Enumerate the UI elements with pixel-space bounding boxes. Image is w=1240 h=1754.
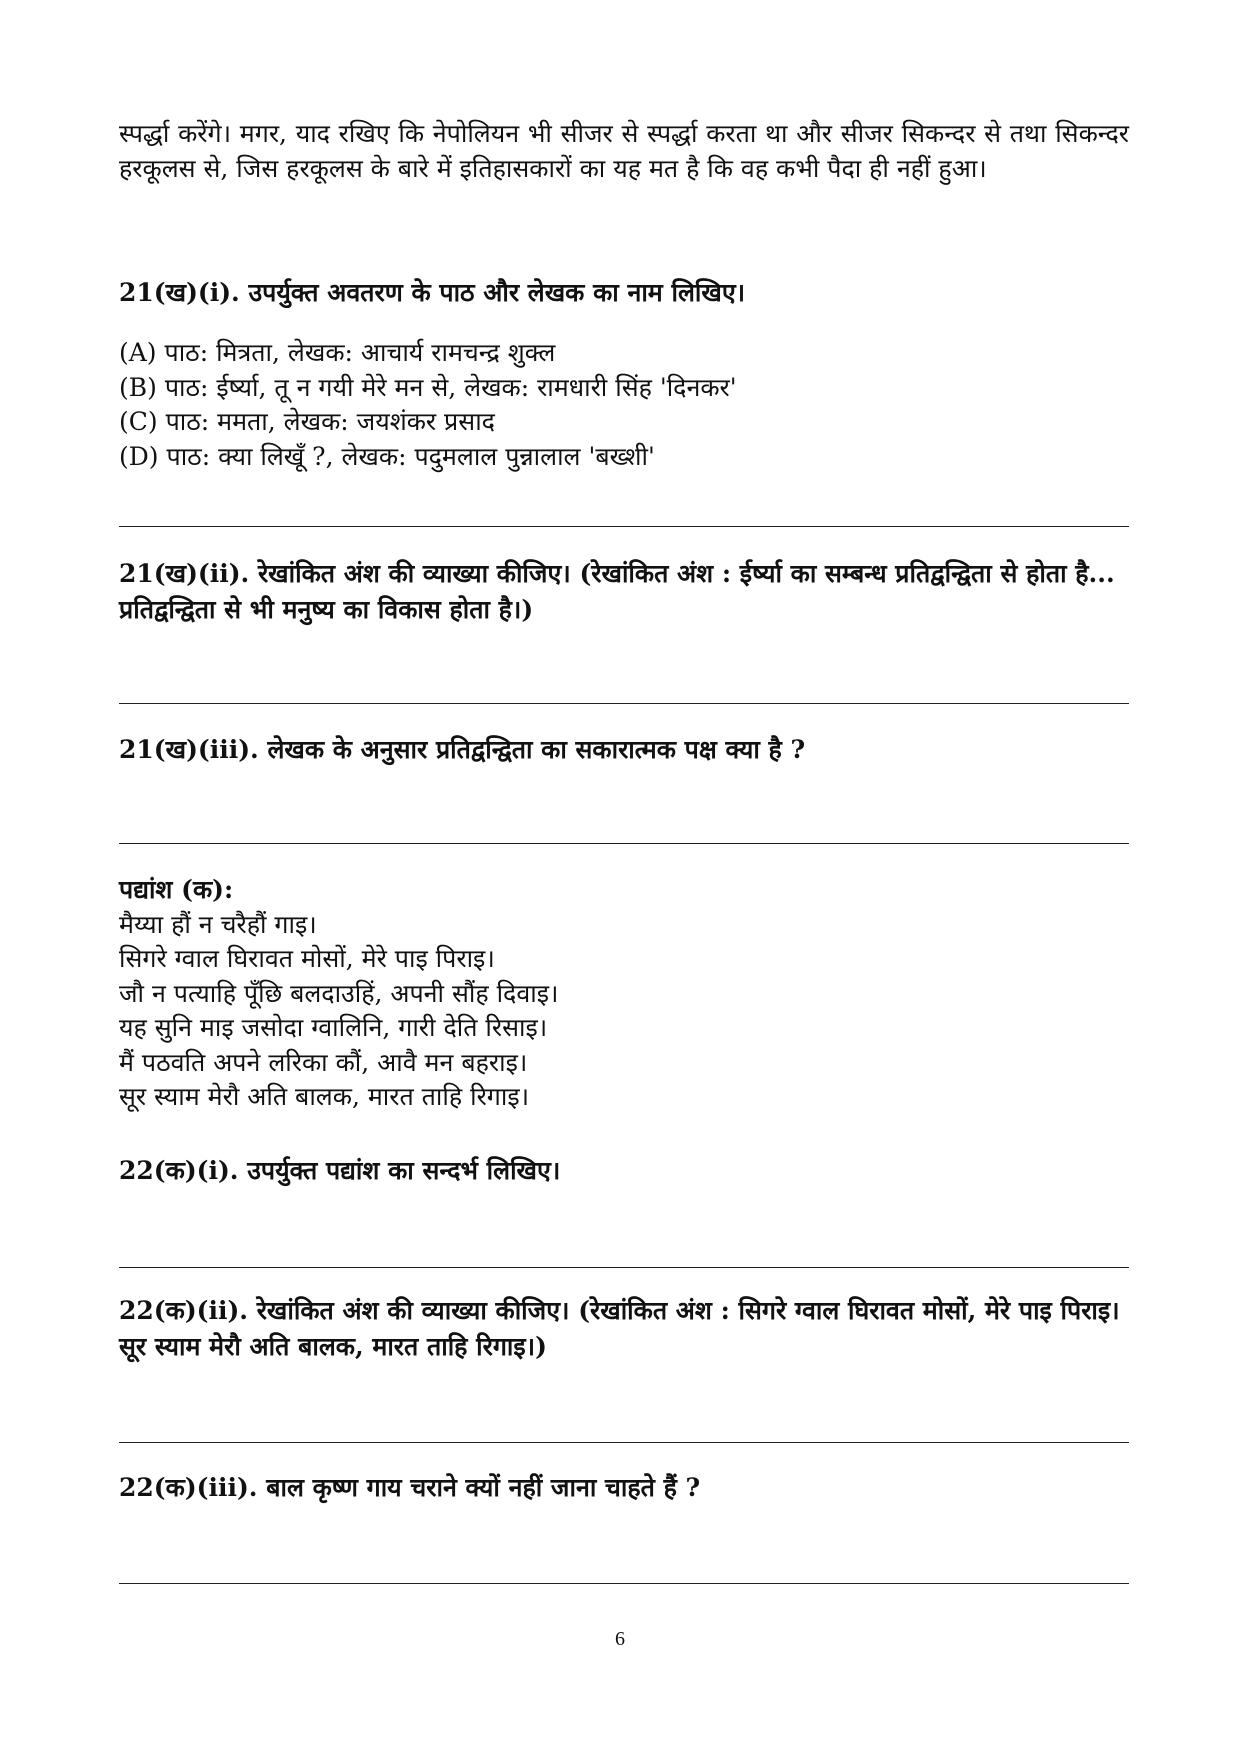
answer-line [119,1442,1129,1443]
question-22-ka-i: 22(क)(i). उपर्युक्त पद्यांश का सन्दर्भ लिखिए। [119,1156,561,1185]
answer-line [119,703,1129,704]
verse-line: जौ न पत्याहि पूँछि बलदाउहिं, अपनी सौंह दिवाइ। [119,978,559,1008]
question-22-ka-iii: 22(क)(iii). बाल कृष्ण गाय चराने क्यों नहीं जाना चाहते हैं ? [119,1473,701,1502]
options-list [119,336,1129,474]
passage-continuation: स्पर्द्धा करेंगे। मगर, याद रखिए कि नेपोलियन भी सीजर से स्पर्द्धा करता था और सीजर सिकन्दर से तथा सिकन्दर हरकूलस से, जिस हरकूलस के बारे में इतिहासकारों का यह मत है कि वह कभी पैदा ही नहीं हुआ। [119,119,1129,183]
verse-line: यह सुनि माइ जसोदा ग्वालिनि, गारी देति रिसाइ। [119,1013,548,1042]
question-21-kha-iii: 21(ख)(iii). लेखक के अनुसार प्रतिद्वन्द्विता का सकारात्मक पक्ष क्या है ? [119,735,806,764]
question-21-kha-ii: 21(ख)(ii). रेखांकित अंश की व्याख्या कीजिए। (रेखांकित अंश : ईर्ष्या का सम्बन्ध प्रतिद्वन्द्विता से होता है... प्रतिद्वन्द्विता से भी मनुष्य का विकास होता है।) [119,559,1115,624]
option-b[interactable]: (B) पाठ: ईर्ष्या, तू न गयी मेरे मन से, लेखक: रामधारी सिंह 'दिनकर' [119,372,737,402]
page-number: 6 [615,1628,625,1650]
verse-line: सिगरे ग्वाल घिरावत मोसों, मेरे पाइ पिराइ। [119,944,495,973]
question-22-ka-ii: 22(क)(ii). रेखांकित अंश की व्याख्या कीजिए। (रेखांकित अंश : सिगरे ग्वाल घिरावत मोसों, मेरे पाइ पिराइ। सूर स्याम मेरौ अति बालक, मारत ताहि रिगाइ।) [119,1296,1120,1361]
verse-line: मैं पठवति अपने लरिका कौं, आवै मन बहराइ। [119,1047,528,1077]
answer-line [119,1583,1129,1584]
option-d[interactable]: (D) पाठ: क्या लिखूँ ?, लेखक: पदुमलाल पुन्नालाल 'बख्शी' [119,441,655,471]
answer-line [119,843,1129,844]
option-a[interactable]: (A) पाठ: मित्रता, लेखक: आचार्य रामचन्द्र शुक्ल [119,338,556,367]
question-21-kha-i: 21(ख)(i). उपर्युक्त अवतरण के पाठ और लेखक का नाम लिखिए। [119,278,746,307]
verse-line: सूर स्याम मेरौ अति बालक, मारत ताहि रिगाइ। [119,1082,530,1111]
answer-line [119,1267,1129,1268]
verse-line: मैय्या हौं न चरैहौं गाइ। [119,909,317,939]
option-c[interactable]: (C) पाठ: ममता, लेखक: जयशंकर प्रसाद [119,407,495,436]
padyansh-block [119,873,1129,1115]
answer-line [119,526,1129,527]
padyansh-heading: पद्यांश (क): [119,875,234,904]
